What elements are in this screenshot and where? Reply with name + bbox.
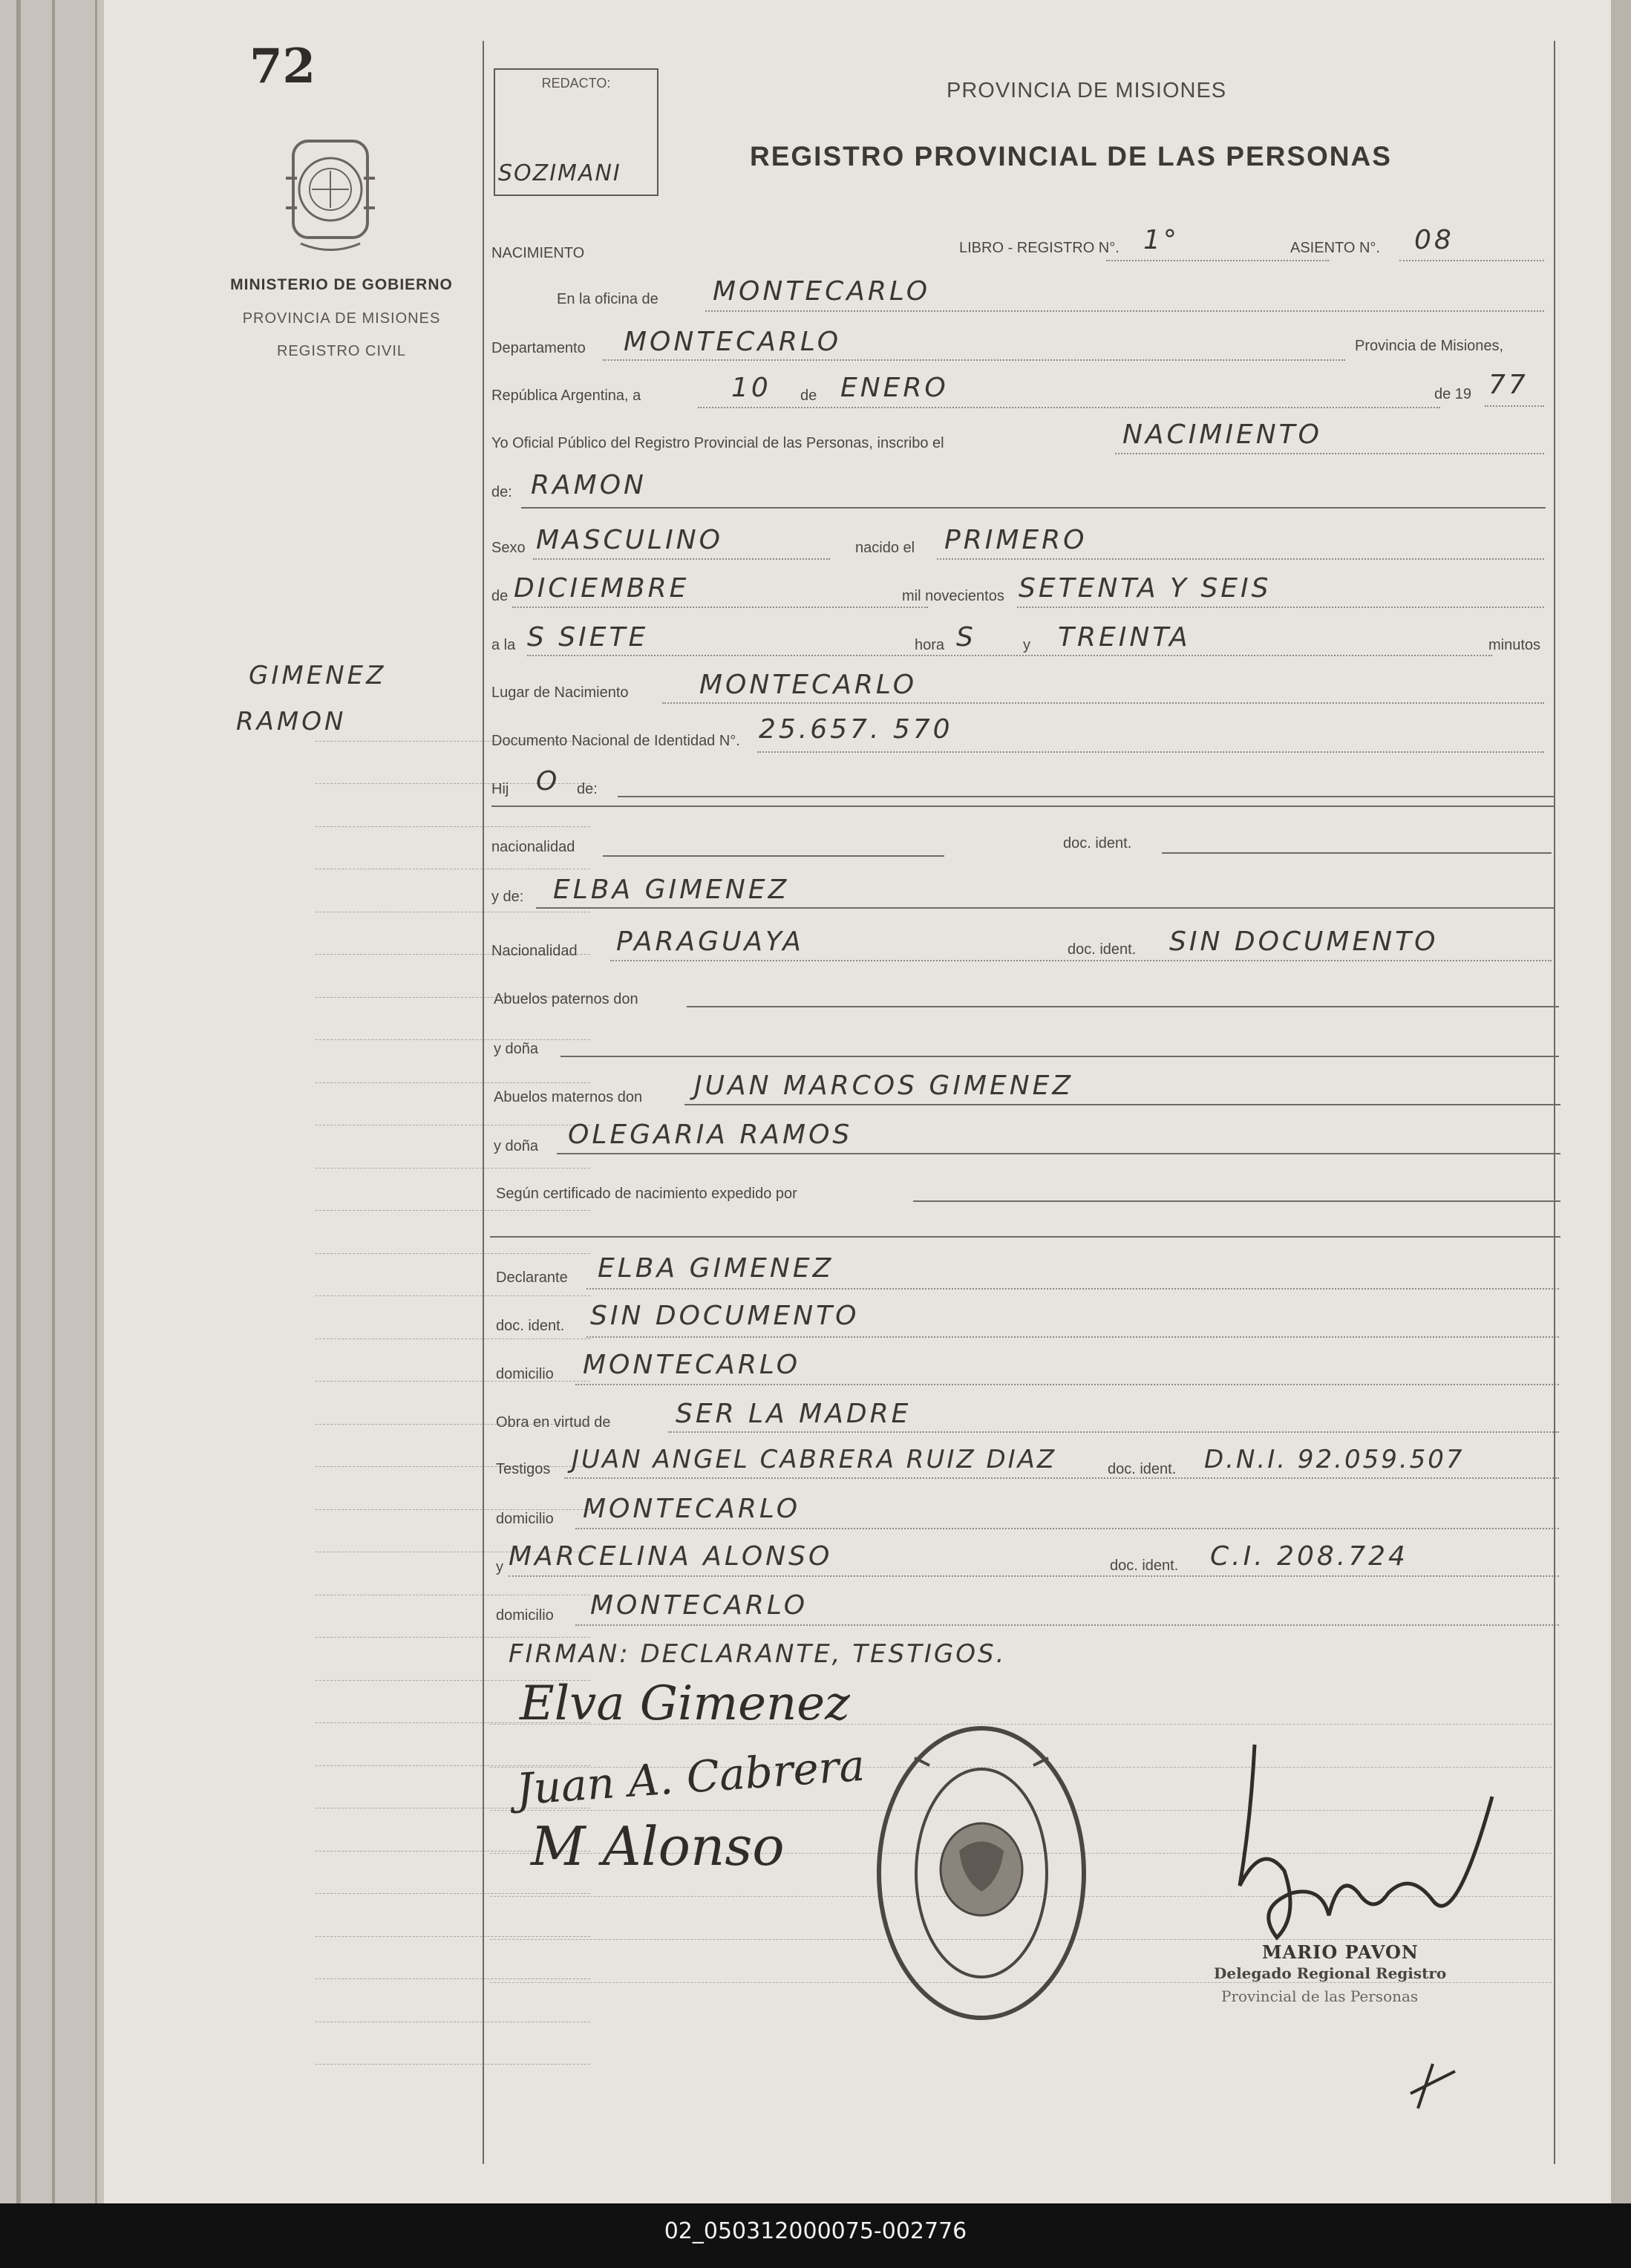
minutos-label: minutos xyxy=(1488,637,1541,653)
firman-text: FIRMAN: DECLARANTE, TESTIGOS. xyxy=(509,1639,1007,1669)
margin-rule xyxy=(316,1168,590,1169)
dni-value: 25.657. 570 xyxy=(759,714,953,745)
binding-edge xyxy=(16,0,21,2203)
t2-dom-value: MONTECARLO xyxy=(590,1590,808,1621)
margin-rule xyxy=(316,826,590,827)
nombre-line xyxy=(521,507,1546,509)
testigo2-line xyxy=(509,1575,1559,1577)
abuelos-pat-line xyxy=(687,1006,1559,1007)
nombre-value: RAMON xyxy=(531,470,647,500)
margin-rule xyxy=(316,1637,590,1638)
provincial-seal-icon xyxy=(282,134,379,252)
t1-dom-label: domicilio xyxy=(496,1511,554,1527)
hijo-de-label: de: xyxy=(577,781,598,797)
dni-line xyxy=(757,751,1544,753)
record-type: NACIMIENTO xyxy=(491,245,585,261)
madre-value: ELBA GIMENEZ xyxy=(553,875,790,905)
page-number: 72 xyxy=(249,39,316,94)
inscribo-value: NACIMIENTO xyxy=(1122,419,1322,450)
certificado-line xyxy=(913,1200,1560,1202)
madre-nac-line xyxy=(610,960,1552,961)
departamento-label: Departamento xyxy=(491,340,586,356)
abuelos-mat-label: Abuelos maternos don xyxy=(494,1089,643,1105)
asiento-label: ASIENTO N°. xyxy=(1290,240,1380,256)
margin-rule xyxy=(316,1978,590,1979)
sexo-line xyxy=(533,558,830,560)
abuelo-mat-value: JUAN MARCOS GIMENEZ xyxy=(694,1071,1074,1101)
binding-edge xyxy=(95,0,97,2203)
decl-doc-line xyxy=(586,1336,1559,1338)
republica-label: República Argentina, a xyxy=(491,388,641,404)
hijo-line xyxy=(618,796,1555,797)
redacto-box xyxy=(494,68,658,196)
abuela-mat-label: y doña xyxy=(494,1138,539,1154)
y-label: y xyxy=(1023,637,1030,653)
frame-line-left xyxy=(483,41,484,2164)
declarante-line xyxy=(586,1288,1559,1290)
certificado-label: Según certificado de nacimiento expedido por xyxy=(496,1186,797,1202)
official-signature xyxy=(1210,1722,1522,2138)
provincia-label: Provincia de Misiones, xyxy=(1355,338,1504,354)
oficina-line xyxy=(705,310,1544,312)
madre-label: y de: xyxy=(491,889,524,905)
declarante-label: Declarante xyxy=(496,1269,568,1286)
registry-stamp-icon xyxy=(870,1721,1093,2025)
a-las-label: a la xyxy=(491,637,516,653)
testigo1-value: JUAN ANGEL CABRERA RUIZ DIAZ xyxy=(572,1445,1057,1474)
t2-doc-value: C.I. 208.724 xyxy=(1210,1541,1408,1572)
madre-doc-label: doc. ident. xyxy=(1068,941,1137,958)
margin-surname: GIMENEZ xyxy=(249,661,387,690)
mes-line xyxy=(512,607,928,608)
hora-label: hora xyxy=(915,637,945,653)
official-name: MARIO PAVON xyxy=(1262,1941,1419,1963)
nacido-line xyxy=(937,558,1544,560)
header-province: PROVINCIA DE MISIONES xyxy=(947,79,1227,102)
abuelos-pat-label: Abuelos paternos don xyxy=(494,991,638,1007)
nacionalidad-label: nacionalidad xyxy=(491,839,575,855)
testigos-line xyxy=(564,1477,1559,1479)
anio-line xyxy=(1485,405,1544,407)
madre-nac-label: Nacionalidad xyxy=(491,943,578,959)
document-page xyxy=(104,0,1611,2203)
testigos-label: Testigos xyxy=(496,1461,551,1477)
signature-testigo2: M Alonso xyxy=(531,1815,785,1878)
fecha-line xyxy=(698,407,1440,408)
mes-label: de xyxy=(491,588,509,604)
nacido-dia: PRIMERO xyxy=(944,525,1088,555)
province-label: PROVINCIA DE MISIONES xyxy=(242,310,441,327)
minutos-value: TREINTA xyxy=(1058,622,1191,653)
t2-doc-label: doc. ident. xyxy=(1110,1558,1179,1574)
obra-line xyxy=(668,1431,1559,1433)
domicilio-value: MONTECARLO xyxy=(583,1350,801,1380)
margin-rule xyxy=(316,2064,590,2065)
official-title-2: Provincial de las Personas xyxy=(1221,1987,1419,2005)
ministry-label: MINISTERIO DE GOBIERNO xyxy=(230,276,453,293)
fecha-de-label: de xyxy=(800,388,817,404)
domicilio-label: domicilio xyxy=(496,1366,554,1382)
anio-label: de 19 xyxy=(1434,386,1472,402)
margin-rule xyxy=(316,1936,590,1937)
abuelos-pat-dona-line xyxy=(560,1056,1559,1057)
domicilio-line xyxy=(575,1384,1559,1385)
anio-value: 77 xyxy=(1488,370,1529,400)
registry-label: REGISTRO CIVIL xyxy=(276,343,407,359)
testigo2-value: MARCELINA ALONSO xyxy=(509,1541,833,1572)
redacto-label: REDACTO: xyxy=(541,76,611,91)
official-title-1: Delegado Regional Registro xyxy=(1214,1964,1447,1982)
nacido-mes: DICIEMBRE xyxy=(514,573,690,604)
margin-rule xyxy=(316,1253,590,1254)
fecha-dia: 10 xyxy=(731,373,771,403)
decl-doc-label: doc. ident. xyxy=(496,1318,565,1334)
t1-doc-value: D.N.I. 92.059.507 xyxy=(1204,1445,1465,1474)
oficial-label: Yo Oficial Público del Registro Provincial de las Personas, inscribo el xyxy=(491,435,944,451)
abuelos-mat-line xyxy=(684,1104,1560,1105)
nombre-label: de: xyxy=(491,484,512,500)
mil-label: mil novecientos xyxy=(902,588,1004,604)
t2-dom-line xyxy=(575,1624,1559,1626)
departamento-value: MONTECARLO xyxy=(624,327,842,357)
anio-nac-line xyxy=(1017,607,1544,608)
t2-dom-label: domicilio xyxy=(496,1607,554,1624)
hijo-line-2 xyxy=(491,805,1555,807)
nacido-label: nacido el xyxy=(855,540,915,556)
asiento-line xyxy=(1399,260,1544,261)
margin-rule xyxy=(316,1509,590,1510)
signature-declarante: Elva Gimenez xyxy=(520,1676,850,1731)
obra-value: SER LA MADRE xyxy=(676,1399,912,1429)
redacto-value: SOZIMANI xyxy=(498,160,621,186)
signature-testigo1: Juan A. Cabrera xyxy=(514,1739,866,1815)
abuela-mat-line xyxy=(557,1153,1560,1154)
t1-dom-line xyxy=(575,1528,1559,1529)
certificado-line-2 xyxy=(490,1236,1560,1238)
hijo-label: Hij xyxy=(491,781,509,797)
obra-label: Obra en virtud de xyxy=(496,1414,611,1431)
hora-line xyxy=(527,655,1492,656)
frame-line-right xyxy=(1554,41,1555,2164)
t1-dom-value: MONTECARLO xyxy=(583,1494,801,1524)
margin-rule xyxy=(316,1295,590,1296)
lugar-line xyxy=(662,702,1544,704)
nacido-anio: SETENTA Y SEIS xyxy=(1019,573,1272,604)
header-title: REGISTRO PROVINCIAL DE LAS PERSONAS xyxy=(750,141,1392,171)
binding-edge xyxy=(52,0,55,2203)
footer-bar xyxy=(0,2203,1631,2268)
departamento-line xyxy=(603,359,1345,361)
margin-rule xyxy=(316,1039,590,1040)
lugar-value: MONTECARLO xyxy=(699,670,918,700)
hora-value: S SIETE xyxy=(527,622,649,653)
sexo-label: Sexo xyxy=(491,540,526,556)
margin-rule xyxy=(316,1082,590,1083)
madre-line xyxy=(536,907,1555,909)
fecha-mes: ENERO xyxy=(840,373,949,403)
y-label-2: y xyxy=(496,1559,503,1575)
t1-doc-label: doc. ident. xyxy=(1108,1461,1177,1477)
lugar-label: Lugar de Nacimiento xyxy=(491,684,629,701)
hora-s: S xyxy=(956,622,976,653)
libro-line xyxy=(1106,260,1329,261)
dni-label: Documento Nacional de Identidad N°. xyxy=(491,733,740,749)
madre-nac-value: PARAGUAYA xyxy=(616,927,804,957)
book-binding xyxy=(0,0,104,2203)
libro-value: 1° xyxy=(1143,225,1180,255)
libro-label: LIBRO - REGISTRO N°. xyxy=(959,240,1120,256)
inscribo-line xyxy=(1115,453,1544,454)
sexo-value: MASCULINO xyxy=(536,525,723,555)
footer-code: 02_050312000075-002776 xyxy=(664,2218,967,2244)
decl-doc-value: SIN DOCUMENTO xyxy=(590,1301,860,1331)
madre-doc-value: SIN DOCUMENTO xyxy=(1169,927,1439,957)
nacionalidad-line xyxy=(603,855,944,857)
asiento-value: 08 xyxy=(1414,225,1454,255)
doc-ident-line xyxy=(1162,852,1552,854)
abuela-mat-value: OLEGARIA RAMOS xyxy=(568,1120,853,1150)
oficina-value: MONTECARLO xyxy=(713,276,931,307)
margin-rule xyxy=(316,1210,590,1211)
abuelos-pat-dona-label: y doña xyxy=(494,1041,539,1057)
oficina-label: En la oficina de xyxy=(557,291,658,307)
margin-given-name: RAMON xyxy=(236,707,347,736)
declarante-value: ELBA GIMENEZ xyxy=(598,1253,834,1284)
margin-rule xyxy=(316,1893,590,1894)
hijo-value: O xyxy=(536,766,560,797)
doc-ident-label: doc. ident. xyxy=(1063,835,1132,852)
